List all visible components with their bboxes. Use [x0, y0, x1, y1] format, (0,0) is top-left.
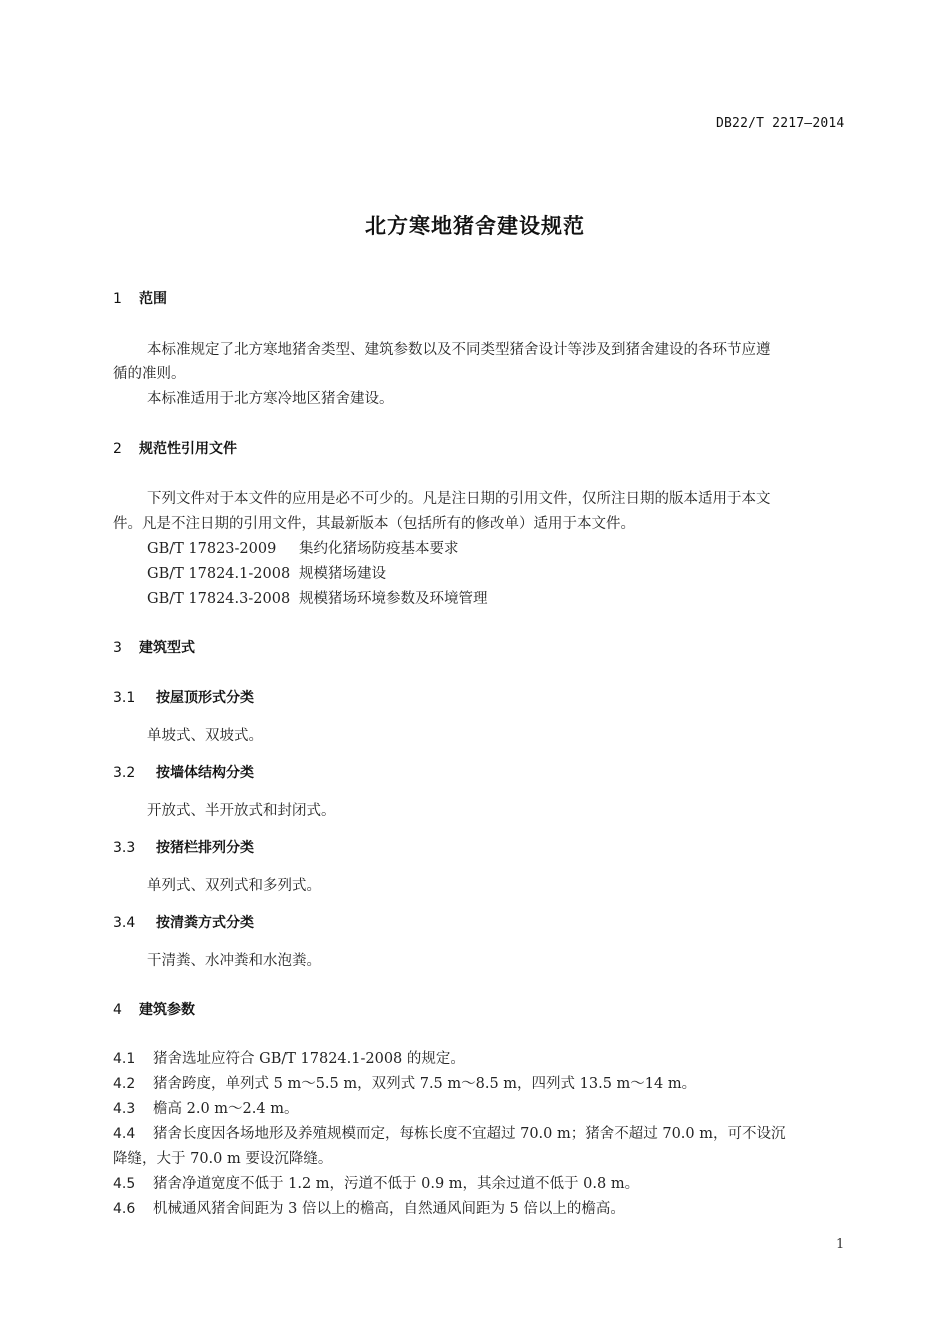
clause-4-6 — [113, 1197, 625, 1218]
reference-title: 规模猪场环境参数及环境管理 — [299, 591, 488, 607]
reference-item — [147, 562, 386, 583]
paragraph: 本标准适用于北方寒冷地区猪舍建设。 — [147, 391, 394, 407]
clause-text: 猪舍长度因各场地形及养殖规模而定，每栋长度不宜超过 70.0 m；猪舍不超过 70.0 m，可不设沉 — [153, 1126, 786, 1142]
subsection-title: 按墙体结构分类 — [156, 765, 254, 781]
section-title: 范围 — [139, 291, 167, 307]
subsection-heading — [113, 837, 254, 857]
reference-item — [147, 537, 459, 558]
clause-4-5 — [113, 1172, 639, 1193]
paragraph: 干清粪、水冲粪和水泡粪。 — [147, 953, 321, 969]
section-number: 3 — [113, 640, 122, 656]
clause-text: 檐高 2.0 m～2.4 m。 — [153, 1101, 299, 1117]
section-title: 建筑参数 — [139, 1002, 195, 1018]
subsection-number: 3.3 — [113, 840, 136, 856]
reference-code: GB/T 17823-2009 — [147, 541, 277, 557]
subsection-title: 按猪栏排列分类 — [156, 840, 254, 856]
clause-4-1 — [113, 1047, 465, 1068]
section-2-heading — [113, 438, 237, 458]
paragraph-continuation: 循的准则。 — [113, 366, 186, 382]
paragraph: 本标准规定了北方寒地猪舍类型、建筑参数以及不同类型猪舍设计等涉及到猪舍建设的各环节应遵 — [147, 342, 771, 358]
clause-text: 猪舍选址应符合 GB/T 17824.1-2008 的规定。 — [153, 1051, 465, 1067]
clause-4-2 — [113, 1072, 696, 1093]
section-4-heading — [113, 999, 195, 1019]
subsection-title: 按清粪方式分类 — [156, 915, 254, 931]
paragraph-continuation: 件。凡是不注日期的引用文件，其最新版本（包括所有的修改单）适用于本文件。 — [113, 516, 635, 532]
subsection-heading — [113, 687, 254, 707]
reference-code: GB/T 17824.1-2008 — [147, 566, 291, 582]
clause-4-3 — [113, 1097, 298, 1118]
subsection-heading — [113, 762, 254, 782]
subsection-number: 3.1 — [113, 690, 136, 706]
page-number: 1 — [836, 1237, 845, 1252]
reference-item — [147, 587, 488, 608]
paragraph: 开放式、半开放式和封闭式。 — [147, 803, 336, 819]
paragraph: 下列文件对于本文件的应用是必不可少的。凡是注日期的引用文件，仅所注日期的版本适用于本文 — [147, 491, 771, 507]
subsection-heading — [113, 912, 254, 932]
reference-title: 规模猪场建设 — [299, 566, 386, 582]
section-1-heading — [113, 288, 167, 308]
subsection-number: 3.2 — [113, 765, 136, 781]
clause-number: 4.6 — [113, 1201, 136, 1217]
section-3-heading — [113, 637, 195, 657]
section-number: 4 — [113, 1002, 122, 1018]
paragraph: 单坡式、双坡式。 — [147, 728, 263, 744]
document-code: DB22/T 2217—2014 — [716, 116, 845, 131]
reference-title: 集约化猪场防疫基本要求 — [299, 541, 459, 557]
section-title: 建筑型式 — [139, 640, 195, 656]
section-title: 规范性引用文件 — [139, 441, 237, 457]
clause-text: 机械通风猪舍间距为 3 倍以上的檐高，自然通风间距为 5 倍以上的檐高。 — [153, 1201, 625, 1217]
section-number: 2 — [113, 441, 122, 457]
reference-code: GB/T 17824.3-2008 — [147, 591, 291, 607]
clause-continuation: 降缝，大于 70.0 m 要设沉降缝。 — [113, 1151, 333, 1167]
clause-text: 猪舍净道宽度不低于 1.2 m，污道不低于 0.9 m，其余过道不低于 0.8 m。 — [153, 1176, 640, 1192]
page-title: 北方寒地猪舍建设规范 — [365, 214, 585, 238]
subsection-number: 3.4 — [113, 915, 136, 931]
clause-number: 4.5 — [113, 1176, 136, 1192]
section-number: 1 — [113, 291, 122, 307]
clause-number: 4.2 — [113, 1076, 136, 1092]
clause-text: 猪舍跨度，单列式 5 m～5.5 m，双列式 7.5 m～8.5 m，四列式 13.5 m～14 m。 — [153, 1076, 697, 1092]
clause-4-4 — [113, 1122, 786, 1143]
clause-number: 4.3 — [113, 1101, 136, 1117]
clause-number: 4.4 — [113, 1126, 136, 1142]
paragraph: 单列式、双列式和多列式。 — [147, 878, 321, 894]
clause-number: 4.1 — [113, 1051, 136, 1067]
subsection-title: 按屋顶形式分类 — [156, 690, 254, 706]
